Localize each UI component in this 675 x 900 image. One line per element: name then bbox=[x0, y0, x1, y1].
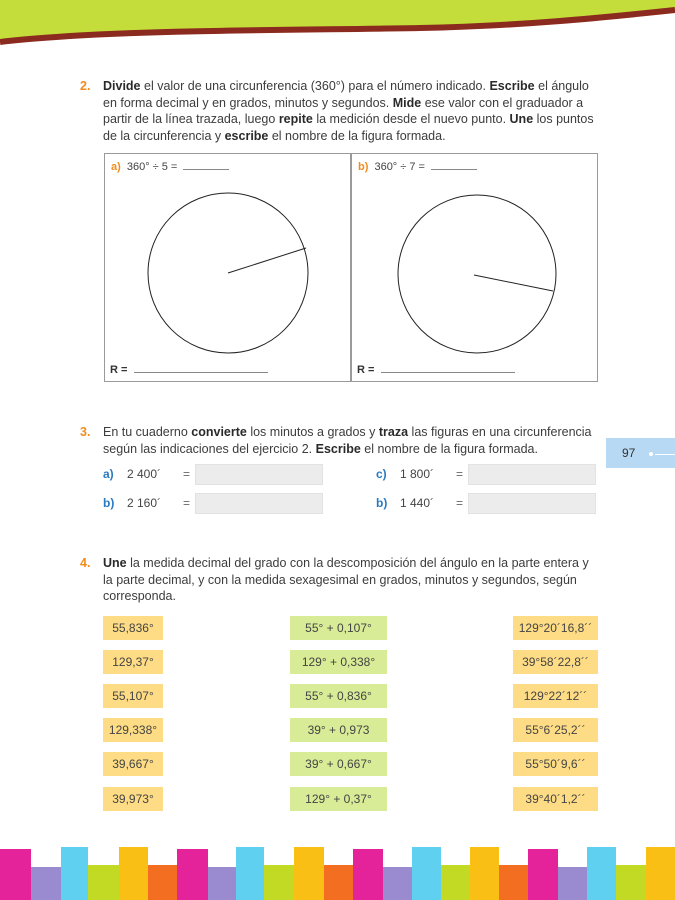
bottom-stripes-decoration bbox=[0, 845, 675, 900]
decomposition-box[interactable]: 39° + 0,667° bbox=[290, 752, 387, 776]
conversion-value: 1 800´ bbox=[400, 467, 435, 481]
conversion-letter: c) bbox=[376, 467, 387, 481]
exercise-2 bbox=[80, 78, 600, 144]
bottom-stripe bbox=[558, 867, 587, 900]
decimal-degree-box[interactable]: 55,836° bbox=[103, 616, 163, 640]
decomposition-box[interactable]: 39° + 0,973 bbox=[290, 718, 387, 742]
instruction-text: el nombre de la figura formada. bbox=[268, 128, 446, 143]
bottom-stripe bbox=[441, 865, 470, 900]
page-tab-dot bbox=[649, 452, 653, 456]
conversion-answer-field[interactable] bbox=[468, 464, 596, 485]
bottom-stripe bbox=[61, 847, 88, 900]
exercise-2b-question bbox=[358, 160, 477, 173]
conversion-item bbox=[376, 464, 601, 485]
sexagesimal-box[interactable]: 39°40´1,2´´ bbox=[513, 787, 598, 811]
sexagesimal-box[interactable]: 55°50´9,6´´ bbox=[513, 752, 598, 776]
instruction-keyword: repite bbox=[278, 112, 313, 126]
exercise-2b-answer-blank[interactable] bbox=[431, 160, 477, 170]
circle-b bbox=[398, 195, 556, 353]
exercise-2b-result bbox=[357, 364, 515, 376]
conversion-equals: = bbox=[456, 467, 464, 481]
conversion-letter: b) bbox=[103, 496, 115, 510]
exercise-2a-answer-blank[interactable] bbox=[183, 160, 229, 170]
decimal-degree-box[interactable]: 39,973° bbox=[103, 787, 163, 811]
page-number: 97 bbox=[622, 446, 636, 460]
bottom-stripe bbox=[119, 847, 148, 900]
bottom-stripe bbox=[646, 847, 675, 900]
exercise-4-number: 4. bbox=[80, 556, 91, 570]
instruction-text: el nombre de la figura formada. bbox=[360, 441, 538, 456]
decomposition-box[interactable]: 129° + 0,37° bbox=[290, 787, 387, 811]
bottom-stripe bbox=[499, 865, 528, 900]
instruction-keyword: Escribe bbox=[489, 79, 535, 93]
decimal-degree-box[interactable]: 129,37° bbox=[103, 650, 163, 674]
exercise-2b-result-label: R = bbox=[357, 364, 375, 376]
instruction-text: la medición desde el nuevo punto. bbox=[312, 112, 510, 126]
conversion-item bbox=[103, 464, 328, 485]
bottom-stripe bbox=[0, 849, 31, 900]
instruction-keyword: Mide bbox=[392, 95, 422, 110]
bottom-stripe bbox=[616, 865, 646, 900]
decomposition-box[interactable]: 55° + 0,836° bbox=[290, 684, 387, 708]
instruction-keyword: convierte bbox=[191, 425, 247, 439]
instruction-keyword: Une bbox=[509, 112, 534, 126]
page-tab-line bbox=[655, 454, 675, 455]
top-wave-decoration bbox=[0, 0, 675, 60]
exercise-2-number: 2. bbox=[80, 79, 91, 93]
exercise-2a-question bbox=[111, 160, 229, 173]
page-number-tab bbox=[606, 438, 675, 468]
conversion-equals: = bbox=[183, 496, 191, 510]
conversion-value: 2 160´ bbox=[127, 496, 162, 510]
conversion-answer-field[interactable] bbox=[195, 493, 323, 514]
decimal-degree-box[interactable]: 39,667° bbox=[103, 752, 163, 776]
exercise-2b-expression: 360° ÷ 7 = bbox=[374, 161, 425, 173]
exercise-3-instructions bbox=[103, 424, 600, 457]
bottom-stripe bbox=[353, 849, 383, 900]
conversion-answer-field[interactable] bbox=[195, 464, 323, 485]
instruction-keyword: Escribe bbox=[315, 441, 361, 456]
instruction-keyword: escribe bbox=[224, 128, 269, 143]
bottom-stripe bbox=[470, 847, 499, 900]
bottom-stripe bbox=[208, 867, 236, 900]
instruction-keyword: Une bbox=[103, 556, 127, 570]
exercise-2a-expression: 360° ÷ 5 = bbox=[126, 161, 178, 173]
radius-line-a bbox=[228, 248, 306, 273]
sexagesimal-box[interactable]: 55°6´25,2´´ bbox=[513, 718, 598, 742]
instruction-text: las figuras en una circunferencia según las indicaciones del ejercicio 2. bbox=[103, 425, 592, 456]
instruction-text: la medida decimal del grado con la descomposición del ángulo en la parte entera y la parte decimal, y con la medida sexagesimal en grados, minutos y segundos, según corresponda. bbox=[103, 556, 589, 603]
exercise-2b-circle bbox=[352, 154, 597, 381]
exercise-2b-result-line[interactable] bbox=[381, 364, 515, 373]
decomposition-box[interactable]: 55° + 0,107° bbox=[290, 616, 387, 640]
conversion-letter: a) bbox=[103, 467, 114, 481]
sexagesimal-box[interactable]: 129°20´16,8´´ bbox=[513, 616, 598, 640]
conversion-letter: b) bbox=[376, 496, 388, 510]
conversion-value: 2 400´ bbox=[127, 467, 162, 481]
exercise-4 bbox=[80, 555, 600, 605]
exercise-2a-letter: a) bbox=[111, 161, 121, 173]
instruction-text: En tu cuaderno bbox=[103, 425, 192, 439]
bottom-stripe bbox=[88, 865, 119, 900]
exercise-2a-circle bbox=[105, 154, 350, 381]
sexagesimal-box[interactable]: 129°22´12´´ bbox=[513, 684, 598, 708]
exercise-2a-result-line[interactable] bbox=[134, 364, 268, 373]
instruction-text: los puntos de la circunferencia y bbox=[103, 112, 594, 143]
instruction-keyword: traza bbox=[378, 425, 409, 439]
bottom-stripe bbox=[324, 865, 353, 900]
decimal-degree-box[interactable]: 55,107° bbox=[103, 684, 163, 708]
bottom-stripe bbox=[31, 867, 61, 900]
conversion-value: 1 440´ bbox=[400, 496, 435, 510]
exercise-2a-box bbox=[104, 153, 351, 382]
exercise-2-instructions bbox=[103, 78, 600, 144]
conversion-item bbox=[103, 493, 328, 514]
exercise-2b-letter: b) bbox=[358, 161, 369, 173]
bottom-stripe bbox=[587, 847, 616, 900]
decimal-degree-box[interactable]: 129,338° bbox=[103, 718, 163, 742]
instruction-text: ese valor con el graduador a partir de la línea trazada, luego bbox=[103, 95, 584, 126]
bottom-stripe bbox=[177, 849, 208, 900]
bottom-stripe bbox=[236, 847, 264, 900]
exercise-3 bbox=[80, 424, 600, 457]
bottom-stripe bbox=[294, 847, 324, 900]
instruction-text: el ángulo en forma decimal y en grados, minutos y segundos. bbox=[103, 79, 589, 110]
bottom-stripe bbox=[264, 865, 294, 900]
instruction-text: los minutos a grados y bbox=[246, 425, 379, 439]
conversion-answer-field[interactable] bbox=[468, 493, 596, 514]
conversion-equals: = bbox=[456, 496, 464, 510]
bottom-stripe bbox=[148, 865, 177, 900]
sexagesimal-box[interactable]: 39°58´22,8´´ bbox=[513, 650, 598, 674]
bottom-stripe bbox=[528, 849, 558, 900]
radius-line-b bbox=[474, 275, 553, 291]
exercise-2b-box bbox=[351, 153, 598, 382]
exercise-2a-result-label: R = bbox=[110, 364, 128, 376]
instruction-keyword: Divide bbox=[103, 79, 141, 93]
bottom-stripe bbox=[412, 847, 441, 900]
decomposition-box[interactable]: 129° + 0,338° bbox=[290, 650, 387, 674]
conversion-item bbox=[376, 493, 601, 514]
exercise-2a-result bbox=[110, 364, 268, 376]
bottom-stripe bbox=[383, 867, 412, 900]
conversion-equals: = bbox=[183, 467, 191, 481]
instruction-text: el valor de una circunferencia (360°) para el número indicado. bbox=[140, 79, 490, 93]
exercise-4-instructions bbox=[103, 555, 600, 605]
exercise-3-number: 3. bbox=[80, 425, 91, 439]
